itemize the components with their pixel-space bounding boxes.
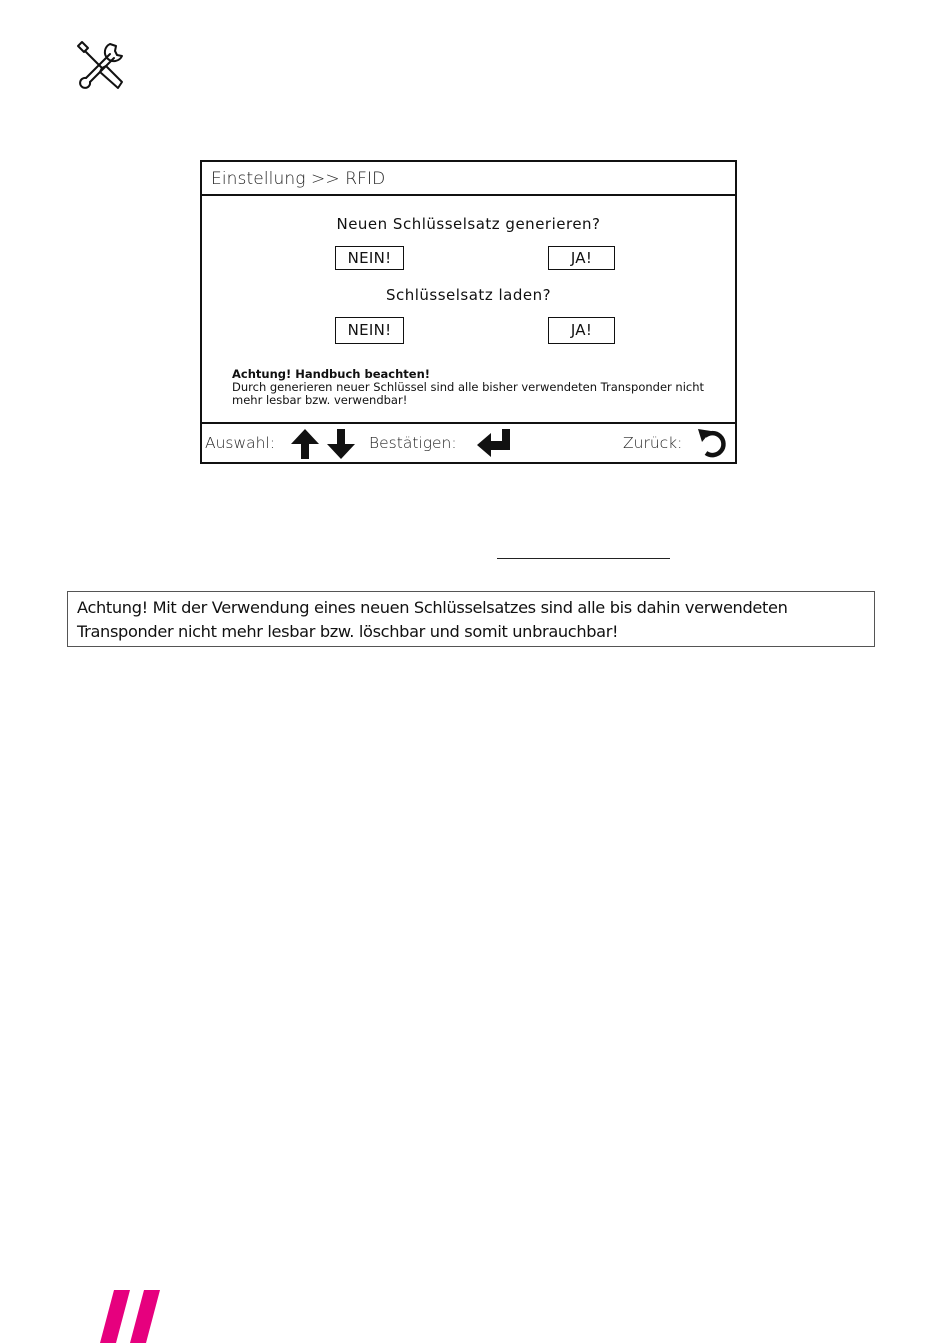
back-label: Zurück: [623, 434, 683, 452]
confirm-label: Bestätigen: [369, 434, 457, 452]
enter-icon[interactable] [476, 428, 512, 458]
question-load-keyset: Schlüsselsatz laden? [385, 286, 552, 304]
screen-title: Einstellung >> RFID [202, 162, 735, 196]
note-title: Achtung! Handbuch beachten! [232, 367, 431, 381]
note-text: Durch generieren neuer Schlüssel sind alle bisher verwendeten Transponder nicht mehr lesbar bzw. verwendbar! [232, 380, 705, 407]
select-label: Auswahl: [205, 434, 276, 452]
warning-box: Achtung! Mit der Verwendung eines neuen Schlüsselsatzes sind alle bis dahin verwendeten Transponder nicht mehr lesbar bzw. löschbar und somit unbrauchbar! [67, 591, 875, 647]
undo-icon[interactable] [696, 427, 730, 459]
generate-yes-button[interactable]: JA! [548, 246, 615, 270]
load-yes-button[interactable]: JA! [548, 317, 615, 344]
slash-logo-icon [100, 1290, 162, 1343]
load-no-button[interactable]: NEIN! [335, 317, 404, 344]
arrow-down-icon[interactable] [326, 428, 356, 460]
tools-icon [74, 40, 126, 92]
underline-rule [497, 558, 670, 559]
generate-no-button[interactable]: NEIN! [335, 246, 404, 270]
question-generate-keyset: Neuen Schlüsselsatz generieren? [336, 215, 601, 233]
screen-footer [202, 422, 735, 462]
manual-note [232, 368, 722, 407]
arrow-up-icon[interactable] [290, 428, 320, 460]
rfid-settings-screen [200, 160, 737, 464]
